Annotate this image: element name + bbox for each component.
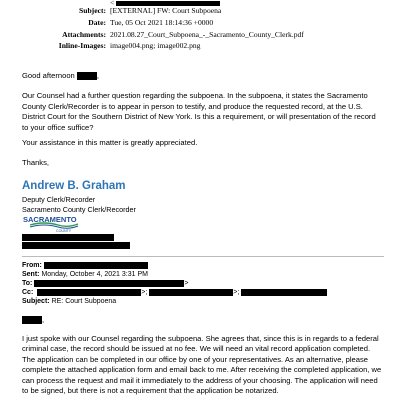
to-row: To: > xyxy=(22,280,189,287)
from-label: From: xyxy=(22,262,42,269)
divider xyxy=(22,256,384,257)
subject-label: Subject: xyxy=(79,6,106,15)
subject-value: [EXTERNAL] FW: Court Subpoena xyxy=(110,6,222,15)
redaction-bar xyxy=(22,242,130,249)
logo-word: SACRAMENTO xyxy=(23,215,77,224)
fwd-subject-value: RE: Court Subpoena xyxy=(51,298,117,305)
cc-label: Cc: xyxy=(22,289,34,296)
attachments-value[interactable]: 2021.08.27_Court_Subpoena_-_Sacramento_County_Clerk.pdf xyxy=(110,30,304,39)
logo-sub: COUNTY xyxy=(56,229,72,233)
redaction-bar xyxy=(22,316,42,324)
fwd-subject-row xyxy=(22,297,116,306)
greeting-line: Good afternoon , xyxy=(22,71,100,80)
cc-row: Cc: >; >; xyxy=(22,288,327,297)
sacramento-county-logo xyxy=(22,213,86,233)
sent-value: Monday, October 4, 2021 3:31 PM xyxy=(41,271,148,278)
inline-images-value: image004.png; image002.png xyxy=(110,41,201,50)
signature-title-2: Sacramento County Clerk/Recorder xyxy=(22,204,136,214)
from-row xyxy=(22,261,148,270)
inline-images-label: Inline-Images: xyxy=(58,41,106,50)
paragraph-counsel-reply: I just spoke with our Counsel regarding the subpoena. She agrees that, since this is in regards to a federal criminal case, the record should be issued at no fee. We will need an vital record application completed. The application can be completed in our office by one of your representatives. As an alternative, please complete the attached application form and email back to me. After receiving the completed application, we can process the request and mail it immediately to the address of your choosing. The application will need to be signed, but there is not a requirement that the application be notarized. xyxy=(22,334,382,396)
signature-title-1: Deputy Clerk/Recorder xyxy=(22,195,96,204)
signature-title xyxy=(22,195,384,214)
thanks-line: Thanks, xyxy=(22,158,50,167)
fwd-subject-label: Subject: xyxy=(22,298,50,305)
sent-row xyxy=(22,270,148,279)
signature-name: Andrew B. Graham xyxy=(22,180,126,192)
redaction-bar xyxy=(149,289,233,296)
to-label: To: xyxy=(22,280,33,287)
redaction-bar xyxy=(37,289,141,296)
redaction-bar xyxy=(34,280,184,287)
salutation-line: , xyxy=(22,315,44,324)
redaction-bar xyxy=(77,72,97,80)
paragraph-question: Our Counsel had a further question regarding the subpoena. In the subpoena, it states the Sacramento County Clerk/Recorder is to appear in person to testify, and produce the requested record, at the U.S. District Court for the Southern District of New York. Is this a requirement, or will presentation of the record to your office suffice? xyxy=(22,91,376,132)
greeting-text: Good afternoon xyxy=(22,71,75,80)
paragraph-appreciation: Your assistance in this matter is greatly appreciated. xyxy=(22,138,198,147)
redaction-bar xyxy=(22,234,114,241)
attachments-label: Attachments: xyxy=(62,30,106,39)
redaction-bar xyxy=(44,262,148,269)
date-value: Tue, 05 Oct 2021 18:14:36 +0000 xyxy=(110,18,214,27)
redaction-bar xyxy=(116,1,220,6)
redaction-bar xyxy=(241,289,327,296)
date-label: Date: xyxy=(88,18,106,27)
sent-label: Sent: xyxy=(22,271,40,278)
top-marker: < xyxy=(110,0,115,7)
